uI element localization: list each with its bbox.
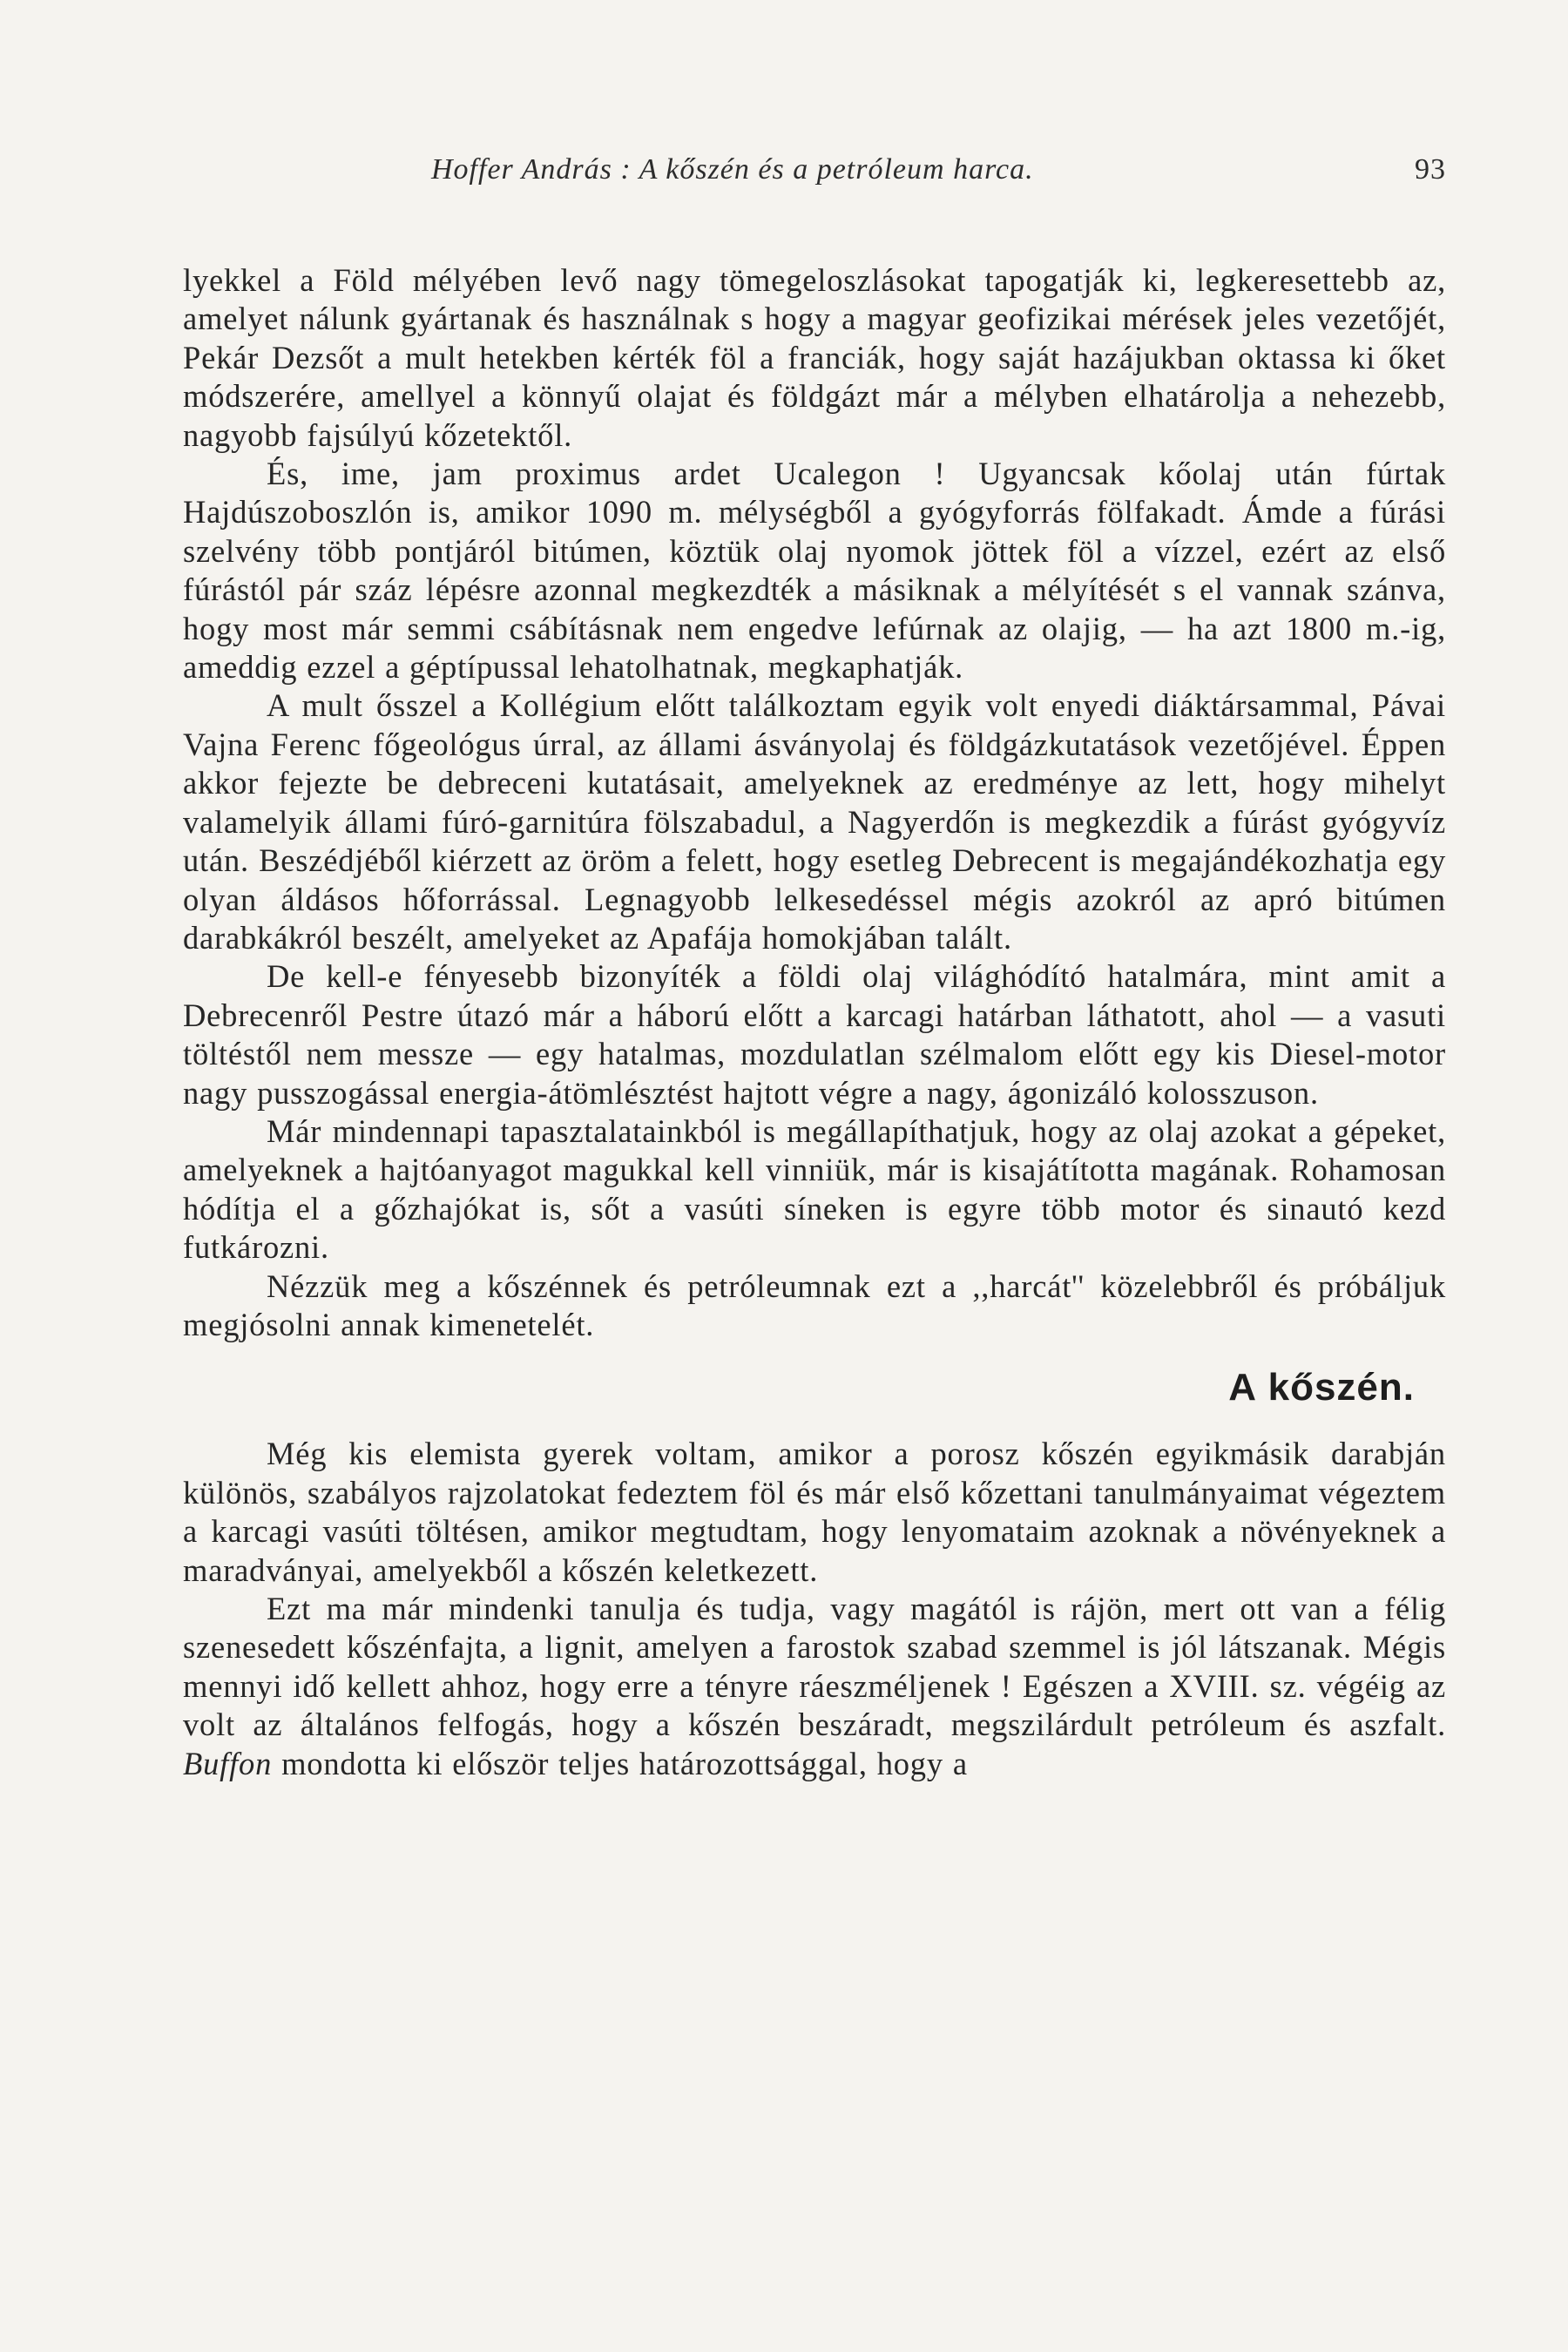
paragraph-continuation: lyekkel a Föld mélyében levő nagy tömegeloszlásokat tapogatják ki, legkeresettebb az, amelyet nálunk gyártanak és használnak s hogy a magyar geofizikai mérések jeles vezetőjét, Pekár Dezsőt a mult hetekben kérték föl a franciák, hogy saját hazájukban oktassa ki őket módszerére, amellyel a könnyű olajat és földgázt már a mélyben elhatárolja a nehezebb, nagyobb fajsúlyú kőzetektől. [183, 262, 1446, 453]
paragraph-lignit [183, 1590, 1446, 1783]
paragraph-elemista: Még kis elemista gyerek voltam, amikor a porosz kőszén egyikmásik darabján különös, szabályos rajzolatokat fedeztem föl és már első kőzettani tanulmányaimat végeztem a karcagi vasúti töltésen, amikor megtudtam, hogy lenyomataim azoknak a növényeknek a maradványai, amelyekből a kőszén keletkezett. [183, 1436, 1446, 1588]
page-number: 93 [1415, 153, 1446, 186]
paragraph-harc: Nézzük meg a kőszénnek és petróleumnak ezt a ,,harcát'' közelebbről és próbáljuk megjósolni annak kimenetelét. [183, 1267, 1446, 1342]
paragraph-diesel-motor: De kell-e fényesebb bizonyíték a földi olaj világhódító hatalmára, mint amit a Debrecenről Pestre útazó már a háború előtt a karcagi határban láthatott, ahol — a vasuti töltéstől nem messze — egy hatalmas, mozdulatlan szélmalom előtt egy kis Diesel-motor nagy pusszogással energia-átömlésztést hajtott végre a nagy, ágonizáló kolosszuson. [183, 958, 1446, 1111]
body-text [183, 261, 1446, 1783]
paragraph-lignit-ending: mondotta ki először teljes határozottsággal, hogy a [281, 1745, 968, 1781]
paragraph-olaj-gepek: Már mindennapi tapasztalatainkból is megállapíthatjuk, hogy az olaj azokat a gépeket, amelyeknek a hajtóanyagot magukkal kell vinniük, már is kisajátította magának. Rohamosan hódítja el a gőzhajókat is, sőt a vasúti síneken is egyre több motor és sinautó kezd futkározni. [183, 1112, 1446, 1266]
running-header [183, 153, 1446, 197]
paragraph-kollegium: A mult ősszel a Kollégium előtt találkoztam egyik volt enyedi diáktársammal, Pávai Vajna Ferenc főgeológus úrral, az állami ásványolaj és földgázkutatások vezetőjével. Éppen akkor fejezte be debreceni kutatásait, amelyeknek az eredménye az lett, hogy mihelyt valamelyik állami fúró-garnitúra fölszabadul, a Nagyerdőn is megkezdik a fúrást gyógyvíz után. Beszédjéből kiérzett az öröm a felett, hogy esetleg Debrecent is megajándékozhatja egy olyan áldásos hőforrással. Legnagyobb lelkesedéssel mégis azokról az apró bitúmen darabkákról beszélt, amelyeket az Apafája homokjában talált. [183, 687, 1446, 956]
paragraph-lignit-text: Ezt ma már mindenki tanulja és tudja, vagy magától is rájön, mert ott van a félig szenesedett kőszénfajta, a lignit, amelyen a farostok szabad szemmel is jól látszanak. Mégis mennyi idő kellett ahhoz, hogy erre a tényre ráeszméljenek ! Egészen a XVIII. sz. végéig az volt az általános felfogás, hogy a kőszén beszáradt, megszilárdult petróleum és aszfalt. [183, 1591, 1446, 1743]
paragraph-hajduszoboszlo: És, ime, jam proximus ardet Ucalegon ! Ugyancsak kőolaj után fúrtak Hajdúszoboszlón is, amikor 1090 m. mélységből a gyógyforrás fölfakadt. Ámde a fúrási szelvény több pontjáról bitúmen, köztük olaj nyomok jöttek föl a vízzel, ezért az első fúrástól pár száz lépésre azonnal megkezdték a másiknak a mélyítését s el vannak szánva, hogy most már semmi csábításnak nem engedve lefúrnak az olajig, — ha azt 1800 m.-ig, ameddig ezzel a géptípussal lehatolhatnak, megkaphatják. [183, 456, 1446, 686]
section-heading: A kőszén. [1228, 1366, 1415, 1409]
author-name-buffon: Buffon [183, 1745, 273, 1781]
running-title: Hoffer András : A kőszén és a petróleum harca. [431, 153, 1034, 186]
